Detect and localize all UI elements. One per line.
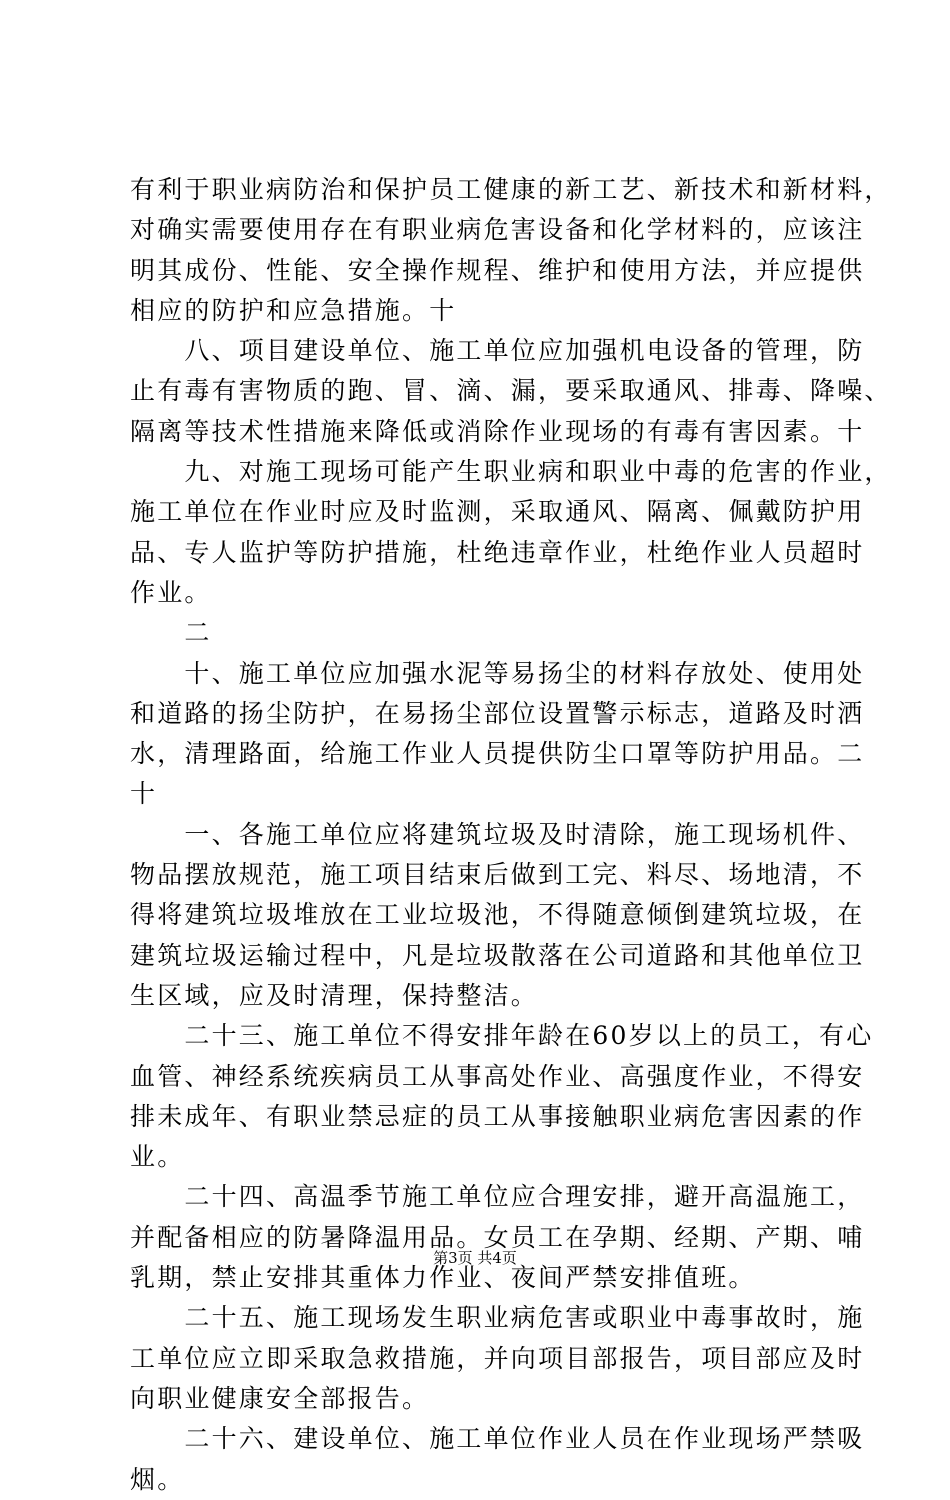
text-line: 二十三、施工单位不得安排年龄在60岁以上的员工，有心 <box>130 1021 874 1051</box>
text-line: 相应的防护和应急措施。十 <box>130 295 457 325</box>
text-line: 向职业健康安全部报告。 <box>130 1383 430 1413</box>
text-line: 排未成年、有职业禁忌症的员工从事接触职业病危害因素的作 <box>130 1101 865 1131</box>
text-line: 生区域，应及时清理，保持整洁。 <box>130 980 539 1010</box>
text-line: 并配备相应的防暑降温用品。女员工在孕期、经期、产期、哺 <box>130 1222 865 1252</box>
text-line: 业。 <box>130 1142 185 1172</box>
text-line: 乳期，禁止安排其重体力作业、夜间严禁安排值班。 <box>130 1263 756 1293</box>
text-line: 十、施工单位应加强水泥等易扬尘的材料存放处、使用处 <box>130 658 865 688</box>
text-line: 明其成份、性能、安全操作规程、维护和使用方法，并应提供 <box>130 255 865 285</box>
text-line: 十 <box>130 779 158 809</box>
text-line: 血管、神经系统疾病员工从事高处作业、高强度作业，不得安 <box>130 1061 865 1091</box>
text-line: 九、对施工现场可能产生职业病和职业中毒的危害的作业， <box>130 457 892 487</box>
text-line: 工单位应立即采取急救措施，并向项目部报告，项目部应及时 <box>130 1343 865 1373</box>
text-line: 品、专人监护等防护措施，杜绝违章作业，杜绝作业人员超时 <box>130 537 865 567</box>
text-line: 有利于职业病防治和保护员工健康的新工艺、新技术和新材料， <box>130 175 892 204</box>
text-line: 二十六、建设单位、施工单位作业人员在作业现场严禁吸 <box>130 1424 865 1454</box>
text-line: 对确实需要使用存在有职业病危害设备和化学材料的，应该注 <box>130 215 865 245</box>
text-line: 烟。 <box>130 1464 185 1494</box>
document-body <box>130 170 892 1500</box>
text-line: 二十五、施工现场发生职业病危害或职业中毒事故时，施 <box>130 1303 865 1333</box>
text-line: 止有毒有害物质的跑、冒、滴、漏，要采取通风、排毒、降噪、 <box>130 376 892 406</box>
text-line: 物品摆放规范，施工项目结束后做到工完、料尽、场地清，不 <box>130 860 865 890</box>
text-line: 水，清理路面，给施工作业人员提供防尘口罩等防护用品。二 <box>130 739 865 769</box>
text-line: 二十四、高温季节施工单位应合理安排，避开高温施工， <box>130 1182 865 1212</box>
text-line: 和道路的扬尘防护，在易扬尘部位设置警示标志，道路及时洒 <box>130 698 865 728</box>
text-line: 得将建筑垃圾堆放在工业垃圾池，不得随意倾倒建筑垃圾，在 <box>130 900 865 930</box>
text-line: 作业。 <box>130 577 212 607</box>
text-line: 施工单位在作业时应及时监测，采取通风、隔离、佩戴防护用 <box>130 497 865 527</box>
text-line: 二 <box>130 618 212 648</box>
text-line: 隔离等技术性措施来降低或消除作业现场的有毒有害因素。十 <box>130 416 865 446</box>
page-footer: 第3页 共4页 <box>433 1249 517 1267</box>
text-line: 八、项目建设单位、施工单位应加强机电设备的管理，防 <box>130 336 865 366</box>
text-line: 一、各施工单位应将建筑垃圾及时清除，施工现场机件、 <box>130 819 865 849</box>
text-line: 建筑垃圾运输过程中，凡是垃圾散落在公司道路和其他单位卫 <box>130 940 865 970</box>
